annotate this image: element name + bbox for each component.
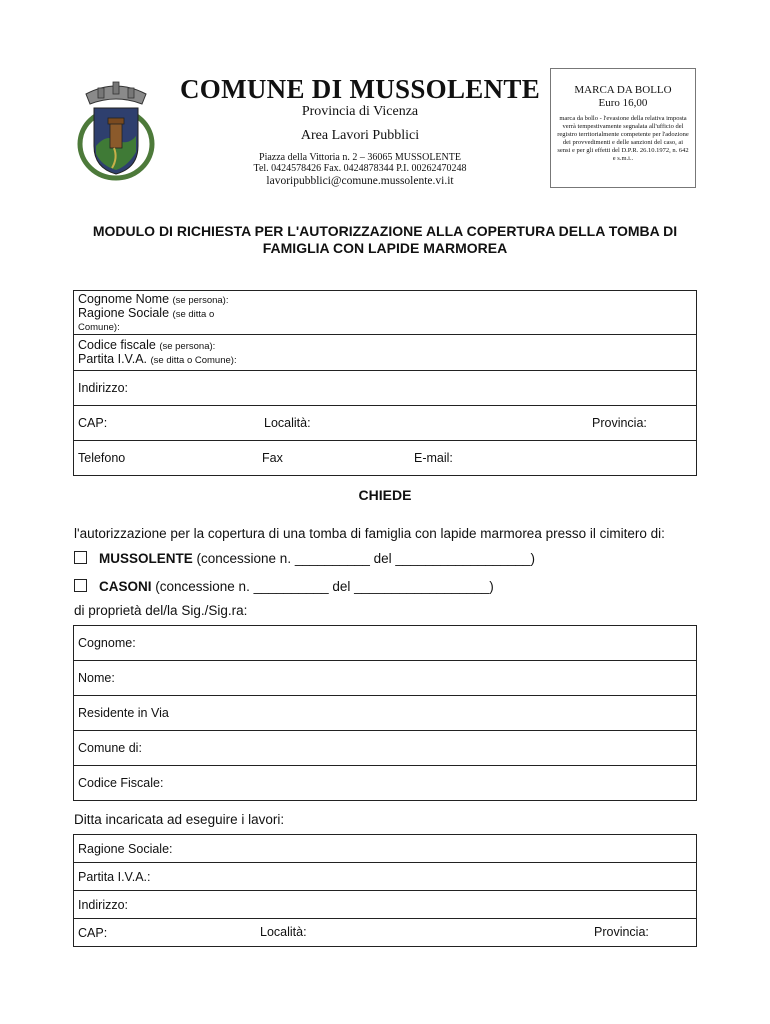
- contractor-cap-row[interactable]: [74, 919, 697, 947]
- applicant-table: [73, 290, 697, 476]
- contractor-address-label: Indirizzo:: [78, 897, 129, 912]
- owner-section-label: di proprietà del/la Sig./Sig.ra:: [74, 603, 248, 618]
- owner-table: [73, 625, 697, 801]
- contractor-vat-field[interactable]: [74, 863, 697, 891]
- option-details: (concessione n. __________ del __________________): [151, 579, 494, 594]
- province-name: Provincia di Vicenza: [301, 104, 419, 119]
- applicant-name-field[interactable]: [74, 291, 697, 335]
- office-contacts: Tel. 0424578426 Fax. 0424878344 P.I. 00262470248: [253, 163, 467, 174]
- tax-label: Codice fiscale: [78, 337, 156, 352]
- owner-tax-field[interactable]: [74, 766, 697, 801]
- office-address: Piazza della Vittoria n. 2 – 36065 MUSSOLENTE: [259, 152, 461, 163]
- locality-label: Località:: [264, 416, 311, 430]
- street-label: Residente in Via: [78, 706, 169, 720]
- contractor-address-field[interactable]: [74, 891, 697, 919]
- option-name: CASONI: [99, 579, 152, 594]
- applicant-tax-field[interactable]: [74, 335, 697, 371]
- contractor-province-label: Provincia:: [594, 925, 649, 939]
- revenue-stamp-box: [550, 68, 696, 188]
- owner-surname-field[interactable]: [74, 626, 697, 661]
- province-label: Provincia:: [592, 416, 647, 430]
- casoni-checkbox[interactable]: [74, 579, 87, 592]
- municipal-crest-icon: [76, 74, 156, 184]
- applicant-address-field[interactable]: [74, 371, 697, 406]
- first-name-label: Nome:: [78, 671, 115, 685]
- applicant-cap-row[interactable]: [74, 406, 697, 441]
- fax-label: Fax: [262, 451, 283, 465]
- name-label: Cognome Nome: [78, 292, 170, 306]
- form-title-line-2: FAMIGLIA CON LAPIDE MARMOREA: [262, 240, 508, 256]
- option-casoni[interactable]: [74, 579, 494, 594]
- office-email: lavoripubblici@comune.mussolente.vi.it: [266, 175, 454, 187]
- form-title-line-1: MODULO DI RICHIESTA PER L'AUTORIZZAZIONE ALLA COPERTURA DELLA TOMBA DI: [92, 223, 678, 239]
- stamp-title: MARCA DA BOLLO: [574, 84, 672, 96]
- city-label: Comune di:: [78, 741, 142, 755]
- cap-label: CAP:: [78, 416, 108, 430]
- tax-hint: (se persona):: [159, 340, 216, 352]
- company-hint: (se ditta o: [172, 309, 215, 320]
- stamp-note: marca da bollo - l'evasione della relativa imposta verrà tempestivamente segnalata all'ufficio del registro territorialmente competente per l'adozione dei provvedimenti e delle sanzioni del caso, ai sensi e per gli effetti del D.P.R. 26.10.1972, n. 642 e s.m.i..: [557, 115, 689, 162]
- owner-street-field[interactable]: [74, 696, 697, 731]
- contractor-company-label: Ragione Sociale:: [78, 841, 173, 856]
- contractor-company-field[interactable]: [74, 835, 697, 863]
- option-mussolente[interactable]: [74, 551, 535, 566]
- contractor-cap-label: CAP:: [78, 925, 108, 940]
- company-label: Ragione Sociale: [78, 306, 170, 320]
- option-details: (concessione n. __________ del __________________): [192, 551, 536, 566]
- owner-tax-label: Codice Fiscale:: [78, 776, 164, 790]
- address-label: Indirizzo:: [78, 381, 129, 395]
- department-name: Area Lavori Pubblici: [300, 128, 420, 143]
- vat-hint: (se ditta o Comune):: [150, 354, 237, 366]
- authorization-text: l'autorizzazione per la copertura di una tomba di famiglia con lapide marmorea presso il cimitero di:: [74, 526, 665, 541]
- request-heading: CHIEDE: [358, 487, 412, 503]
- contractor-vat-label: Partita I.V.A.:: [78, 869, 151, 884]
- contractor-section-label: Ditta incaricata ad eseguire i lavori:: [74, 812, 285, 827]
- email-label: E-mail:: [414, 451, 453, 465]
- stamp-price: Euro 16,00: [598, 97, 648, 109]
- contractor-table: [73, 834, 697, 947]
- option-name: MUSSOLENTE: [99, 551, 193, 566]
- page-title: COMUNE DI MUSSOLENTE: [179, 74, 541, 104]
- owner-name-field[interactable]: [74, 661, 697, 696]
- surname-label: Cognome:: [78, 636, 136, 650]
- mussolente-checkbox[interactable]: [74, 551, 87, 564]
- name-hint: (se persona):: [172, 295, 229, 306]
- applicant-contact-row[interactable]: [74, 441, 697, 476]
- phone-label: Telefono: [78, 451, 126, 465]
- contractor-locality-label: Località:: [260, 925, 307, 939]
- owner-city-field[interactable]: [74, 731, 697, 766]
- form-title: [60, 223, 710, 257]
- vat-label: Partita I.V.A.: [78, 351, 148, 366]
- company-hint-2: Comune):: [78, 322, 120, 333]
